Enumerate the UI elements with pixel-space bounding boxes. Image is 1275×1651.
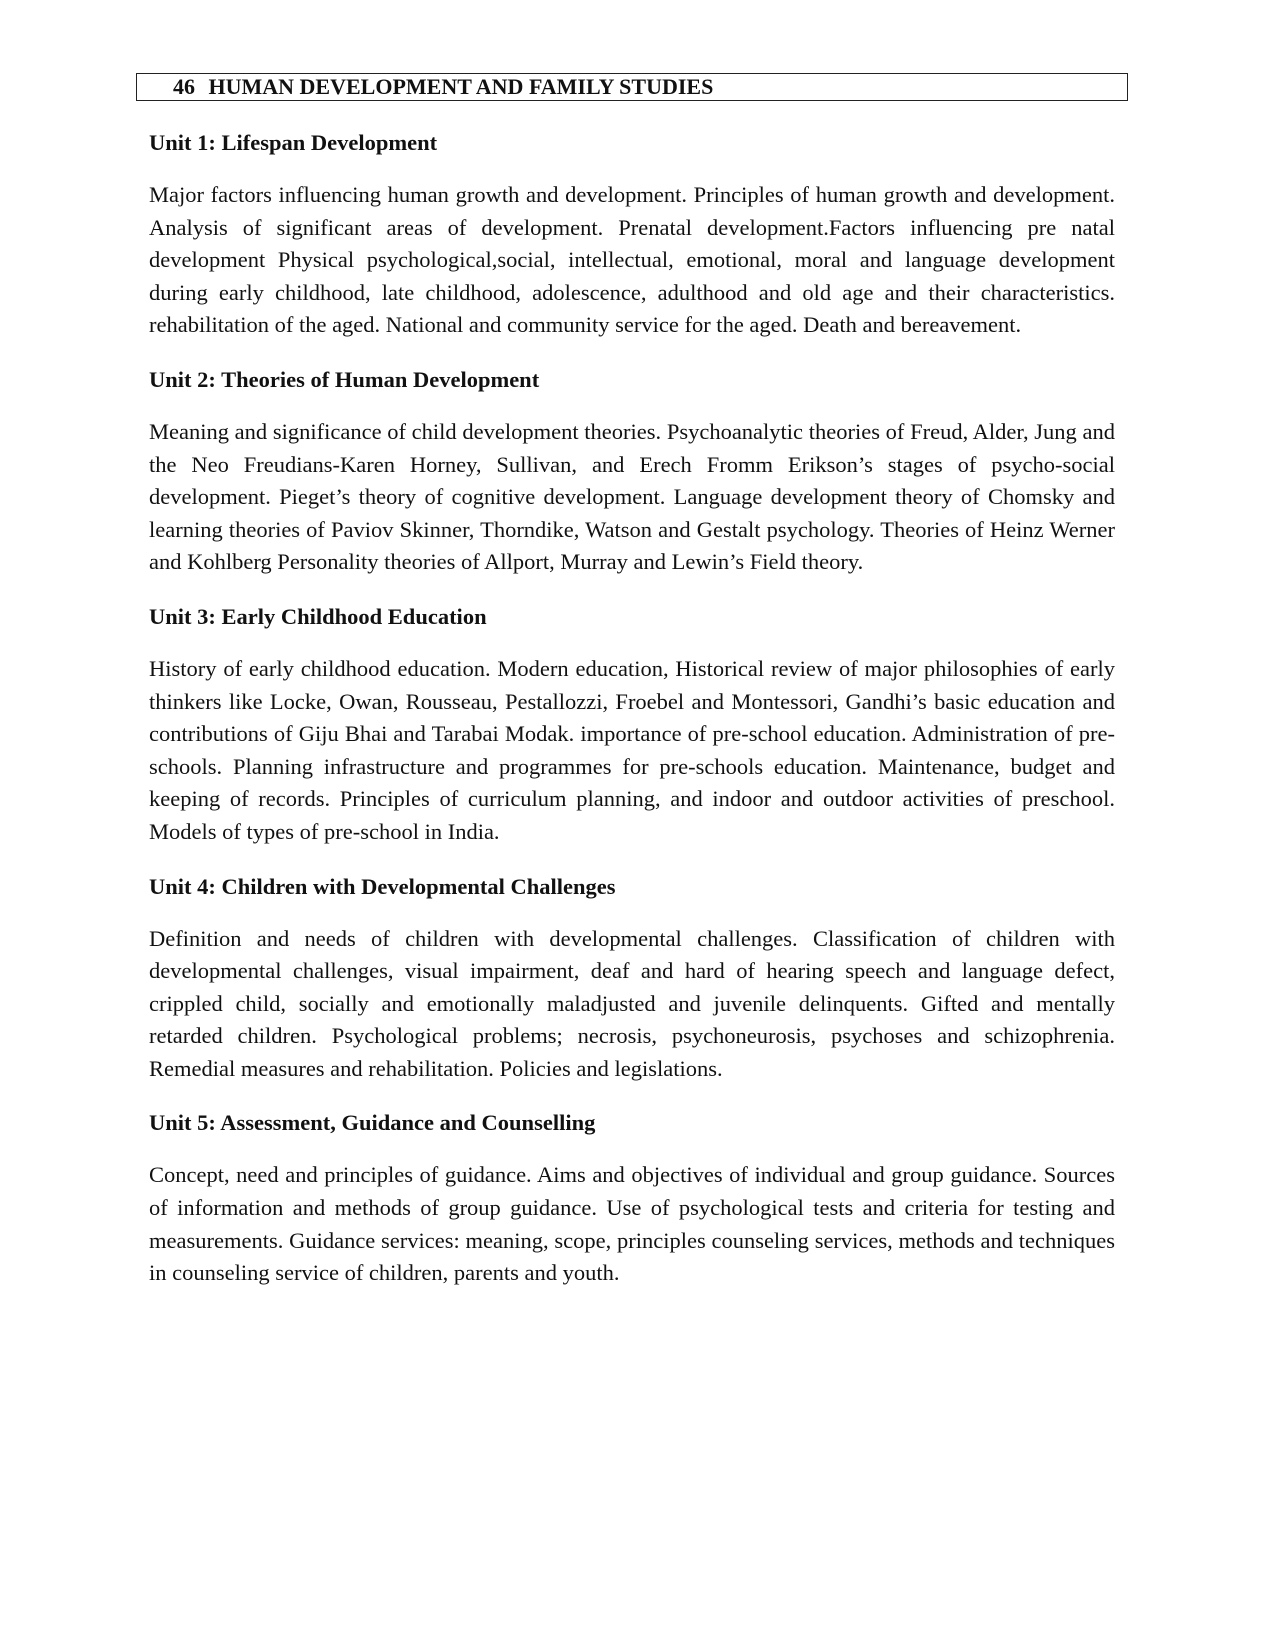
- unit-body: History of early childhood education. Modern education, Historical review of major philosophies of early thinkers like Locke, Owan, Rousseau, Pestallozzi, Froebel and Montessori, Gandhi’s basic education and contributions of Giju Bhai and Tarabai Modak. importance of pre-school education. Administration of pre-schools. Planning infrastructure and programmes for pre-schools education. Maintenance, budget and keeping of records. Principles of curriculum planning, and indoor and outdoor activities of preschool. Models of types of pre-school in India.: [149, 655, 1115, 844]
- unit-body: Definition and needs of children with developmental challenges. Classification of children with developmental challenges, visual impairment, deaf and hard of hearing speech and language defect, crippled child, socially and emotionally maladjusted and juvenile delinquents. Gifted and mentally retarded children. Psychological problems; necrosis, psychoneurosis, psychoses and schizophrenia. Remedial measures and rehabilitation. Policies and legislations.: [149, 925, 1115, 1081]
- unit-4: [149, 871, 1115, 1086]
- unit-5: [149, 1107, 1115, 1289]
- unit-body: Major factors influencing human growth and development. Principles of human growth and development. Analysis of significant areas of development. Prenatal development.Factors influencing pre natal development Physical psychological,social, intellectual, emotional, moral and language development during early childhood, late childhood, adolescence, adulthood and old age and their characteristics. rehabilitation of the aged. National and community service for the aged. Death and bereavement.: [149, 182, 1115, 338]
- unit-1: [149, 127, 1115, 342]
- unit-body: Meaning and significance of child development theories. Psychoanalytic theories of Freud, Alder, Jung and the Neo Freudians-Karen Horney, Sullivan, and Erech Fromm Erikson’s stages of psycho-social development. Pieget’s theory of cognitive development. Language development theory of Chomsky and learning theories of Paviov Skinner, Thorndike, Watson and Gestalt psychology. Theories of Heinz Werner and Kohlberg Personality theories of Allport, Murray and Lewin’s Field theory.: [149, 418, 1115, 575]
- section-number: 46: [173, 74, 195, 99]
- unit-heading: Unit 1: Lifespan Development: [149, 130, 438, 155]
- section-title: HUMAN DEVELOPMENT AND FAMILY STUDIES: [208, 74, 714, 99]
- unit-3: [149, 601, 1115, 849]
- unit-heading: Unit 5: Assessment, Guidance and Counselling: [149, 1110, 596, 1136]
- unit-2: [149, 364, 1115, 579]
- syllabus-content: [149, 127, 1115, 1312]
- unit-heading: Unit 3: Early Childhood Education: [149, 603, 487, 629]
- section-header: [136, 73, 1128, 101]
- unit-heading: Unit 2: Theories of Human Development: [149, 366, 540, 392]
- unit-body: Concept, need and principles of guidance. Aims and objectives of individual and group guidance. Sources of information and methods of group guidance. Use of psychological tests and criteria for testing and measurements. Guidance services: meaning, scope, principles counseling services, methods and techniques in counseling service of children, parents and youth.: [149, 1162, 1115, 1286]
- unit-heading: Unit 4: Children with Developmental Challenges: [149, 873, 616, 899]
